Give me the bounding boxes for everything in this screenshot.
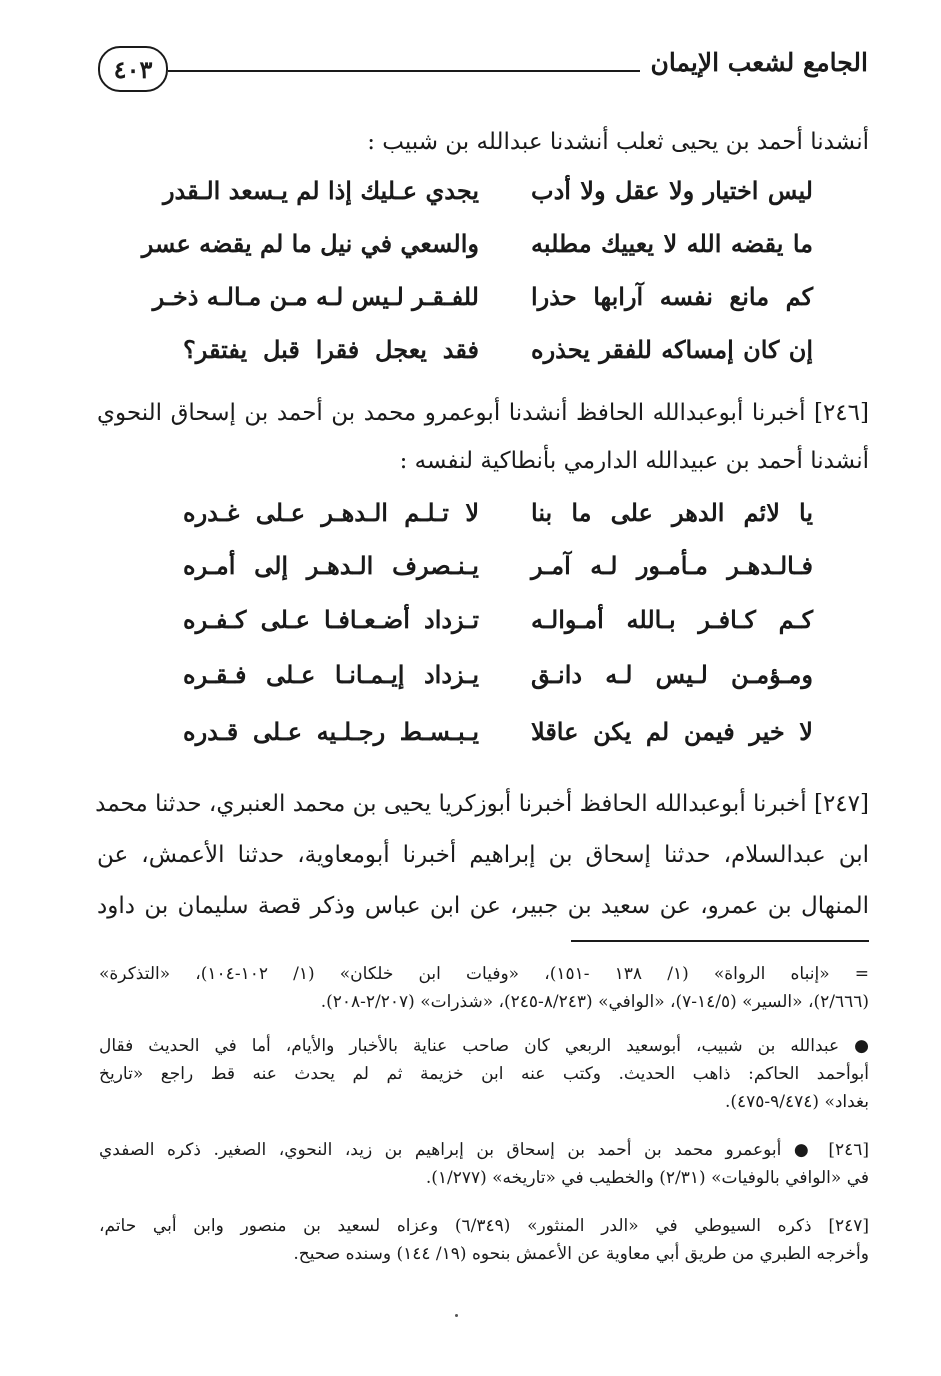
footnote-line: [٢٤٧] ذكره السيوطي في «الدر المنثور» (٦/٣٤٩) وعزاه لسعيد بن منصور وابن أبي حاتم، xyxy=(99,1216,870,1236)
footnote-sources xyxy=(99,960,869,1016)
verse-row xyxy=(183,335,813,375)
footnote-line: ● عبدالله بن شبيب، أبوسعيد الربعي كان صاحب عناية بالأخبار والأيام، أما في الحديث فقال xyxy=(99,1036,869,1056)
verse-row xyxy=(141,229,813,269)
verse-first-hemistich: لا خير فيمن لم يكن عاقلا xyxy=(531,717,813,746)
page-number-badge xyxy=(98,46,168,92)
verse-first-hemistich: فـالـدهـر مـأمـور لـه آمـر xyxy=(531,551,813,580)
verse-first-hemistich: ما يقضه الله لا يعييك مطلبه xyxy=(531,229,813,258)
header-rule xyxy=(168,70,640,72)
footnote-246 xyxy=(99,1136,869,1192)
footnote-line: = «إنباه الرواة» (١/ ١٣٨ -١٥١)، «وفيات ابن خلكان» (١/ ١٠٢-١٠٤)، «التذكرة» xyxy=(99,964,869,984)
verse-second-hemistich: لا تـلـم الـدهـر عـلى غـدره xyxy=(183,498,479,527)
verse-first-hemistich: يا لائم الدهر على ما بنا xyxy=(531,498,813,527)
verse-second-hemistich: والسعي في نيل ما لم يقضه عسر xyxy=(141,229,479,258)
running-title: الجامع لشعب الإيمان xyxy=(650,48,868,77)
paragraph-line: [٢٤٦] أخبرنا أبوعبدالله الحافظ أنشدنا أبوعمرو محمد بن أحمد بن إسحاق النحوي xyxy=(97,400,869,426)
paragraph-line: المنهال بن عمرو، عن سعيد بن جبير، عن ابن عباس وذكر قصة سليمان بن داود xyxy=(97,893,869,919)
paragraph-line: ابن عبدالسلام، حدثنا إسحاق بن إبراهيم أخبرنا أبومعاوية، حدثنا الأعمش، عن xyxy=(97,842,869,868)
footnote-line: [٢٤٦] ● أبوعمرو محمد بن أحمد بن إسحاق بن إبراهيم بن زيد، النحوي، الصغير. ذكره الصفدي xyxy=(99,1140,869,1160)
verse-second-hemistich: للفـقـر لـيس لـه مـن مـالـه ذخـر xyxy=(152,282,479,311)
verse-first-hemistich: ومـؤمـن لـيس لـه دانـق xyxy=(531,660,813,689)
page-number: ٤٠٣ xyxy=(113,54,153,84)
verse-row xyxy=(183,551,813,591)
verse-row xyxy=(183,605,813,645)
footnote-line: بغداد» (٩/٤٧٤-٤٧٥). xyxy=(724,1092,869,1112)
footnote-separator xyxy=(571,940,869,942)
verse-row xyxy=(183,660,813,700)
verse-row xyxy=(152,282,813,322)
paragraph-line: [٢٤٧] أخبرنا أبوعبدالله الحافظ أخبرنا أبوزكريا يحيى بن محمد العنبري، حدثنا محمد xyxy=(95,791,869,817)
verse-row xyxy=(162,176,813,216)
verse-second-hemistich: يـبـسـط رجـلـيه عـلى قـدره xyxy=(183,717,479,746)
verse-first-hemistich: ليس اختيار ولا عقل ولا أدب xyxy=(531,176,813,205)
verse-second-hemistich: فقد يعجل فقرا قبل يفتقر؟ xyxy=(183,335,479,364)
verse-first-hemistich: إن كان إمساكه للفقر يحذره xyxy=(531,335,813,364)
footnote-abdullah-bin-shabib xyxy=(99,1032,869,1116)
running-header xyxy=(98,40,868,94)
footnote-line: أبوأحمد الحاكم: ذاهب الحديث. وكتب عنه ابن خزيمة ثم لم يحدث عنه قط راجع «تاريخ xyxy=(99,1064,869,1084)
verse-first-hemistich: كم مانع نفسه آرابها حذرا xyxy=(531,282,813,311)
verse-row xyxy=(183,717,813,757)
intro-line: أنشدنا أحمد بن يحيى ثعلب أنشدنا عبدالله بن شبيب : xyxy=(367,129,869,155)
footnote-line: في «الوافي بالوفيات» (٢/٣١) والخطيب في «تاريخه» (١/٢٧٧). xyxy=(425,1168,869,1188)
scan-speck xyxy=(455,1314,458,1317)
paragraph-line: أنشدنا أحمد بن عبيدالله الدارمي بأنطاكية لنفسه : xyxy=(399,448,869,474)
verse-first-hemistich: كـم كـافـر بـالله أمـوالـه xyxy=(531,605,813,634)
verse-second-hemistich: يـنـصرف الـدهـر إلى أمـره xyxy=(183,551,479,580)
footnote-line: (٢/٦٦٦)، «السير» (١٤/٥-٧)، «الوافي» (٨/٢٤٣-٢٤٥)، «شذرات» (٢/٢٠٧-٢٠٨). xyxy=(320,992,869,1012)
verse-second-hemistich: يـزداد إيـمـانـا عـلى فـقـره xyxy=(183,660,479,689)
verse-row xyxy=(183,498,813,538)
verse-second-hemistich: يجدي عـليك إذا لم يـسعد الـقدر xyxy=(162,176,479,205)
verse-second-hemistich: تـزداد أضـعـافـا عـلى كـفـره xyxy=(183,605,479,634)
footnote-line: وأخرجه الطبري من طريق أبي معاوية عن الأعمش بنحوه (١٩/ ١٤٤) وسنده صحيح. xyxy=(293,1244,869,1264)
footnote-247 xyxy=(99,1212,869,1268)
